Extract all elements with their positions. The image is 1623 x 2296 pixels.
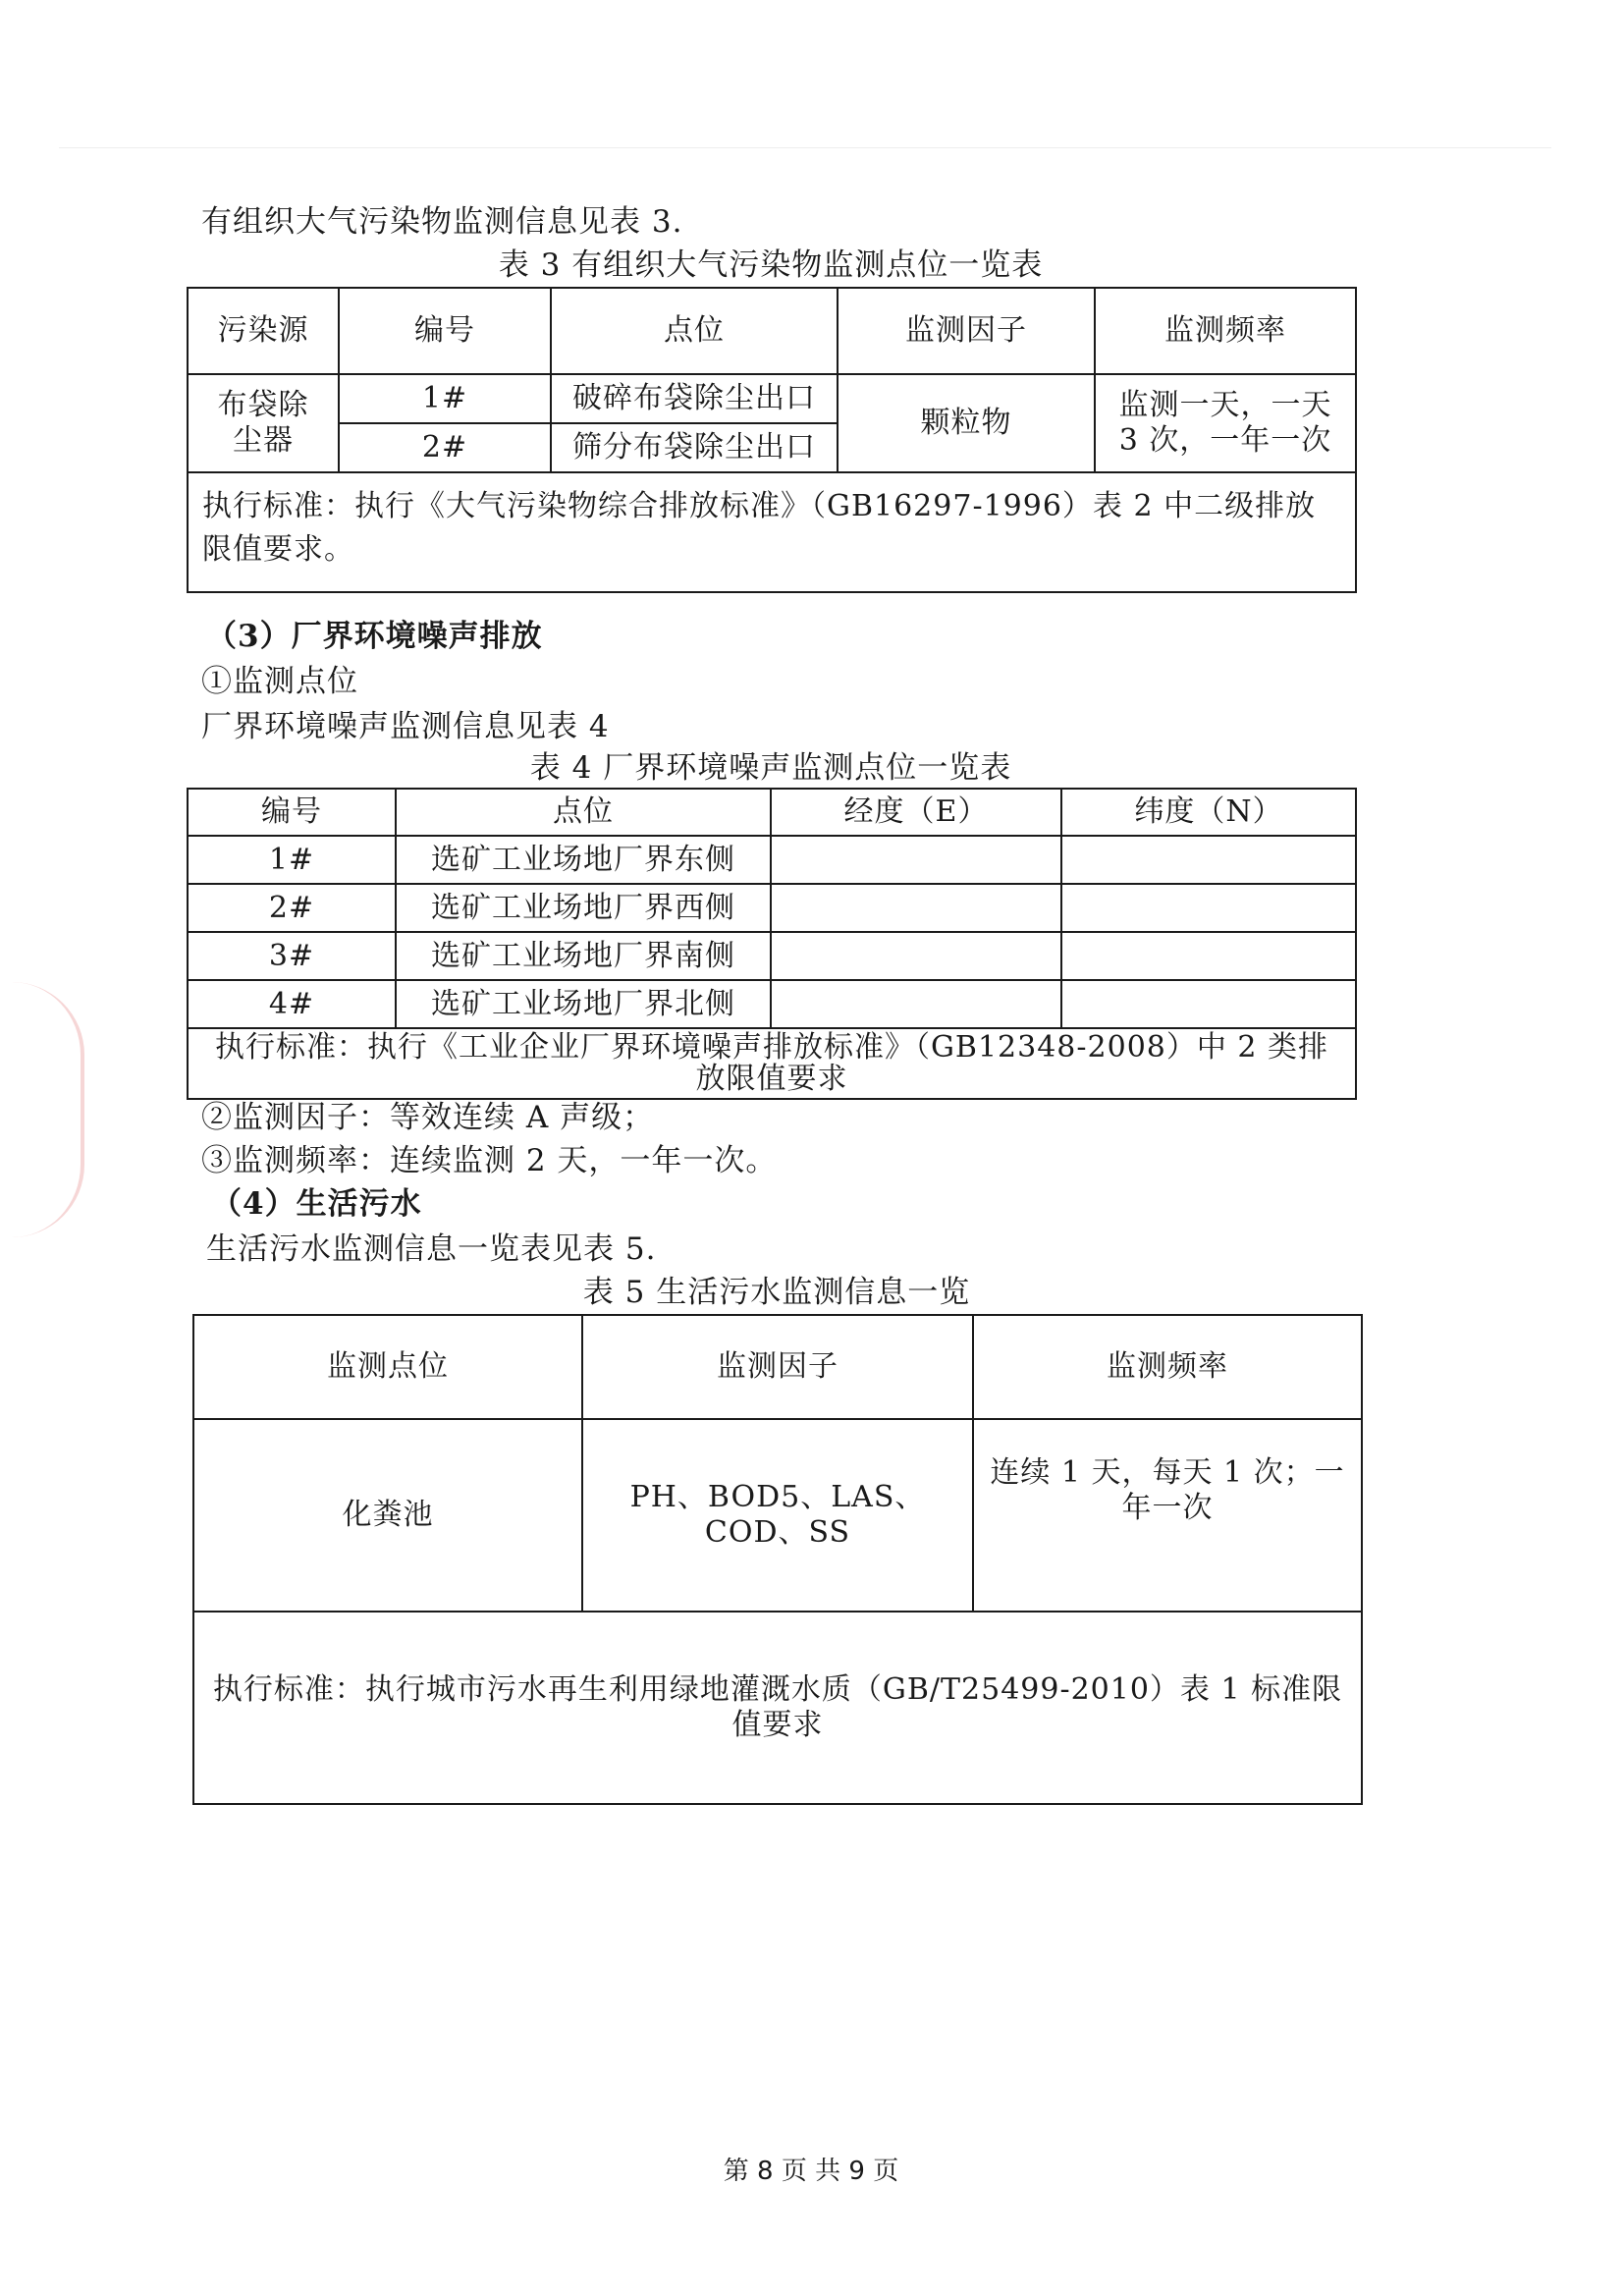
table5-header: 监测频率 [973, 1315, 1362, 1419]
table4-id: 4# [188, 980, 396, 1028]
table3-id: 1# [339, 374, 551, 423]
page-footer: 第 8 页 共 9 页 [723, 2157, 899, 2186]
item-2: ②监测因子：等效连续 A 声级； [201, 1100, 655, 1135]
table4-point: 选矿工业场地厂界南侧 [396, 932, 771, 980]
header-rule [59, 147, 1551, 148]
table3-frequency: 监测一天，一天 3 次，一年一次 [1095, 374, 1356, 472]
table3-source: 布袋除尘器 [188, 374, 339, 472]
table4 [187, 788, 1357, 1100]
intro-table5: 生活污水监测信息一览表见表 5. [206, 1231, 657, 1267]
table5-frequency: 连续 1 天，每天 1 次；一年一次 [973, 1419, 1362, 1612]
table3 [187, 287, 1357, 593]
table3-standard: 执行标准：执行《大气污染物综合排放标准》（GB16297-1996）表 2 中二级排放限值要求。 [188, 472, 1356, 592]
section-4-title: （4）生活污水 [211, 1186, 422, 1222]
table3-factor: 颗粒物 [838, 374, 1095, 472]
table4-point: 选矿工业场地厂界北侧 [396, 980, 771, 1028]
table5-header: 监测点位 [193, 1315, 582, 1419]
table5-header: 监测因子 [582, 1315, 973, 1419]
table4-lat [1061, 884, 1356, 932]
table4-lon [771, 836, 1061, 884]
seal-stamp-fragment [12, 982, 84, 1237]
table5-caption: 表 5 生活污水监测信息一览 [582, 1275, 971, 1310]
table5-point: 化粪池 [193, 1419, 582, 1612]
table4-id: 3# [188, 932, 396, 980]
table4-id: 1# [188, 836, 396, 884]
table4-caption: 表 4 厂界环境噪声监测点位一览表 [529, 750, 1012, 786]
table3-header: 监测频率 [1095, 288, 1356, 374]
table4-point: 选矿工业场地厂界西侧 [396, 884, 771, 932]
table4-standard: 执行标准：执行《工业企业厂界环境噪声排放标准》（GB12348-2008）中 2 类排放限值要求 [188, 1028, 1356, 1099]
table4-lon [771, 980, 1061, 1028]
item-3: ③监测频率：连续监测 2 天，一年一次。 [201, 1143, 778, 1178]
table4-lat [1061, 980, 1356, 1028]
table3-header: 污染源 [188, 288, 339, 374]
table4-lon [771, 932, 1061, 980]
table3-caption: 表 3 有组织大气污染物监测点位一览表 [498, 247, 1044, 283]
item-1: ①监测点位 [201, 664, 358, 699]
table5-standard: 执行标准：执行城市污水再生利用绿地灌溉水质（GB/T25499-2010）表 1 标准限值要求 [193, 1612, 1362, 1804]
table5 [192, 1314, 1363, 1805]
table3-point: 筛分布袋除尘出口 [551, 423, 838, 472]
table3-header: 监测因子 [838, 288, 1095, 374]
table4-lat [1061, 836, 1356, 884]
intro-table3: 有组织大气污染物监测信息见表 3. [201, 204, 683, 240]
table4-id: 2# [188, 884, 396, 932]
table4-header: 编号 [188, 789, 396, 836]
intro-table4: 厂界环境噪声监测信息见表 4 [201, 709, 610, 744]
table5-factor: PH、BOD5、LAS、COD、SS [582, 1419, 973, 1612]
table4-point: 选矿工业场地厂界东侧 [396, 836, 771, 884]
table3-header: 编号 [339, 288, 551, 374]
table3-point: 破碎布袋除尘出口 [551, 374, 838, 423]
table4-header: 点位 [396, 789, 771, 836]
section-3-title: （3）厂界环境噪声排放 [206, 619, 543, 654]
table4-lon [771, 884, 1061, 932]
table4-lat [1061, 932, 1356, 980]
table4-header: 经度（E） [771, 789, 1061, 836]
table4-header: 纬度（N） [1061, 789, 1356, 836]
table3-header: 点位 [551, 288, 838, 374]
table3-id: 2# [339, 423, 551, 472]
